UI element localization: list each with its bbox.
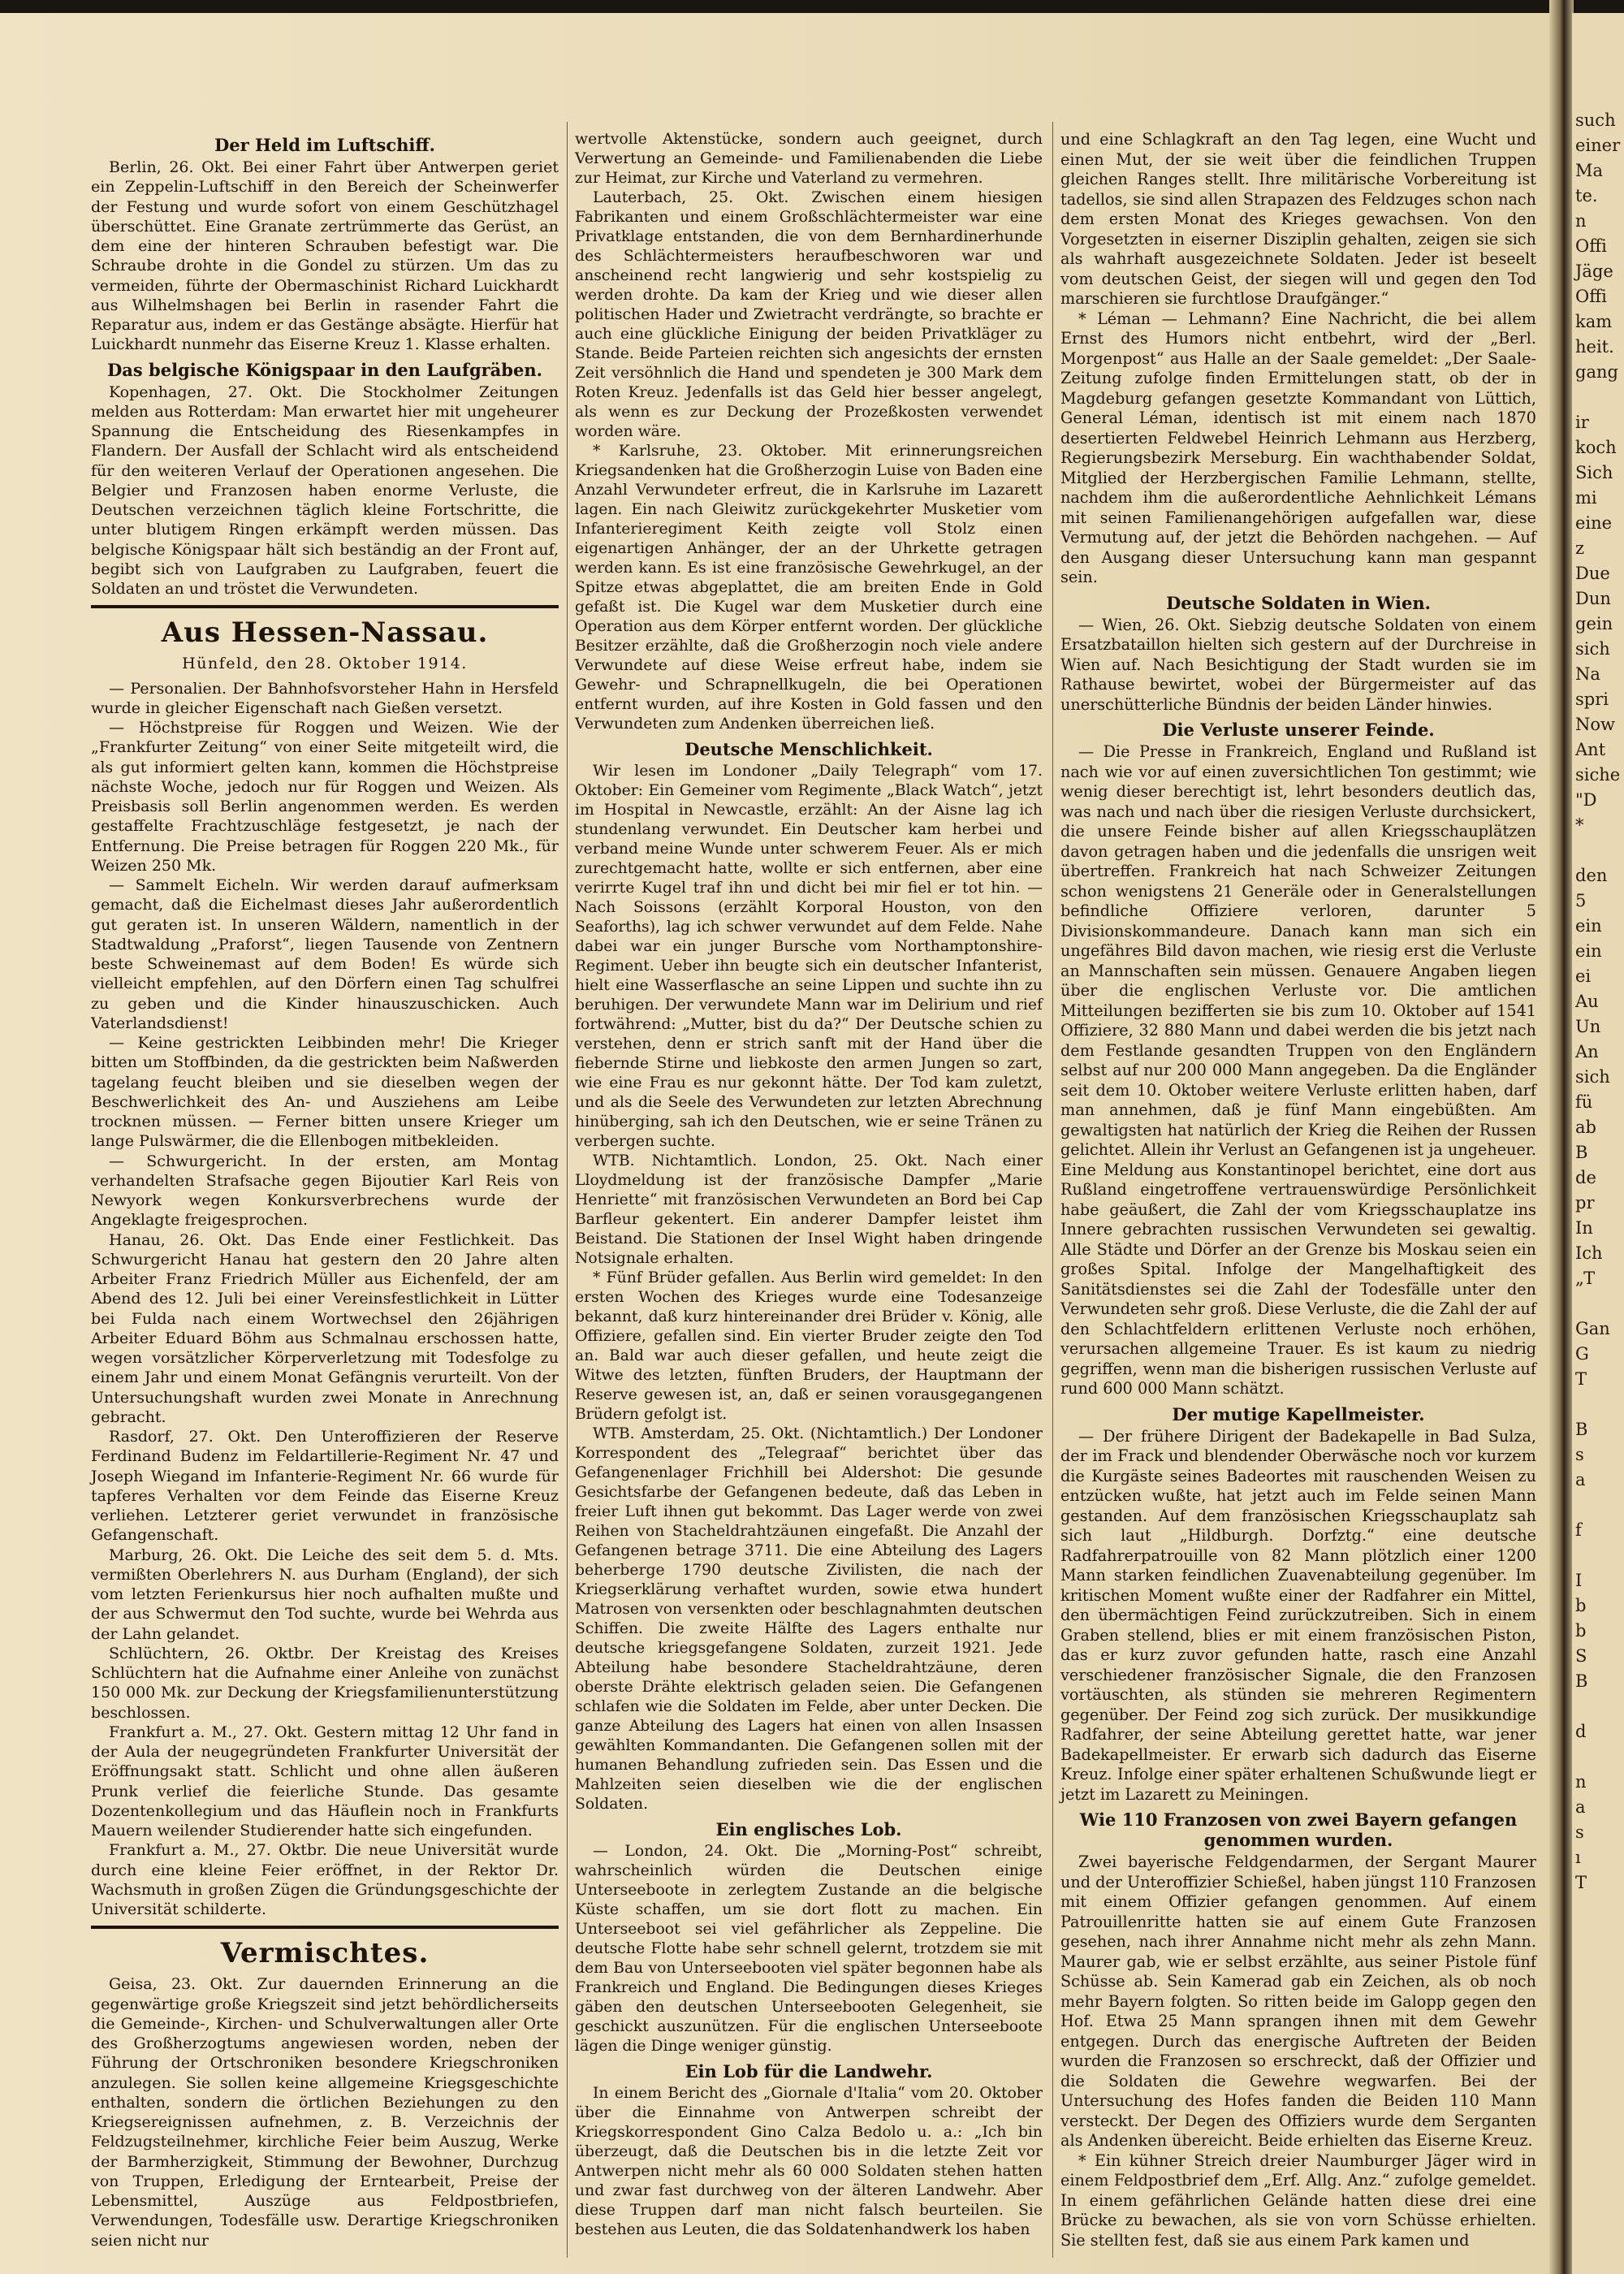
news-item: WTB. Amsterdam, 25. Okt. (Nichtamtlich.) Der Londoner Korrespondent des „Telegraaf“ berichtet über das Gefangenenlager Frichhill bei Aldershot: Die gesunde Gesichtsfarbe der Gefangenen bedeute, daß das Leben in freier Luft ihnen gut bekommt. Das Lager werde von zwei Reihen von Stacheldrahtzäunen eingefaßt. Die Anzahl der Gefangenen betrage 3711. Die eine Abteilung des Lagers beherberge 1790 deutsche Zivilisten, die nach der Kriegserklärung verhaftet wurden, sowie etwa hundert Matrosen von versenkten oder beschlagnahmten deutschen Schiffen. Die zweite Hälfte des Lagers enthalte nur deutsche kriegsgefangene Soldaten, zurzeit 1921. Jede Abteilung habe besondere Stacheldrahtzäune, deren oberste Drähte elektrisch geladen seien. Die Gefangenen schlafen wie die Soldaten im Felde, aber unter Decken. Die ganze Abteilung des Lagers hat einen von allen Insassen gewählten Kommandanten. Die Gefangenen sollen mit der humanen Behandlung zufrieden sein. Das Essen und die Mahlzeiten seien dieselben wie die der englischen Soldaten. bbox=[575, 1425, 1043, 1813]
news-item: — Wien, 26. Okt. Siebzig deutsche Soldaten von einem Ersatzbataillon hielten sich gestern auf der Durchreise in Wien auf. Nach Besichtigung der Stadt wurden sie im Rathause bewirtet, wobei der Bürgermeister auf das unerschütterliche Bündnis der beiden Länder hinwies. bbox=[1060, 615, 1536, 714]
news-item: Hanau, 26. Okt. Das Ende einer Festlichkeit. Das Schwurgericht Hanau hat gestern den 20 Jahre alten Arbeiter Franz Friedrich Müller aus Eichenfeld, der am Abend des 12. Juli bei einer Vereinsfestlichkeit in Lütter bei Fulda nach einem Wortwechsel den 26jährigen Arbeiter Eduard Böhm aus Schmalnau erschossen hatte, wegen vorsätzlicher Körperverletzung mit Todesfolge zu einem Jahr und einem Monat Gefängnis verurteilt. Von der Untersuchungshaft wurden zwei Monate in Anrechnung gebracht. bbox=[91, 1230, 559, 1426]
news-item: — Der frühere Dirigent der Badekapelle in Bad Sulza, der im Frack und blendender Oberwäsche noch vor kurzem die Kurgäste seines Badeortes mit rauschenden Weisen zu entzücken wußte, hat jetzt auch im Felde seinen Mann gestanden. Auf dem französischen Kriegsschauplatz sah sich laut „Hildburgh. Dorfztg.“ eine deutsche Radfahrerpatrouille von 82 Mann plötzlich einer 1200 Mann starken feindlichen Zuavenabteilung gegenüber. Im kritischen Moment wußte einer der Radfahrer ein Mittel, den übermächtigen Feind zurückzutreiben. Sich in einem Graben stellend, blies er mit einem französischen Piston, das er kurz zuvor gefunden hatte, rasch eine Anzahl verschiedener französischer Signale, die den Franzosen vortäuschten, als stünden sie mehreren Regimentern gegenüber. Der Feind zog sich zurück. Der musikkundige Radfahrer, der seine Abteilung gerettet hatte, war jener Badekapellmeister. Er erwarb sich dadurch das Eiserne Kreuz. Infolge einer später erhaltenen Schußwunde liegt er jetzt im Lazarett zu Meiningen. bbox=[1060, 1426, 1536, 1804]
margin-fragment: * bbox=[1575, 815, 1584, 835]
margin-fragment: B bbox=[1575, 1671, 1588, 1691]
column-divider bbox=[1052, 122, 1053, 2258]
margin-fragment: pr bbox=[1575, 1193, 1595, 1213]
news-item: — Personalien. Der Bahnhofsvorsteher Hahn in Hersfeld wurde in gleicher Eigenschaft nach Gießen versetzt. bbox=[91, 679, 559, 717]
news-item: Zwei bayerische Feldgendarmen, der Sergant Maurer und der Unteroffizier Schießel, haben jüngst 110 Franzosen mit einem Offizier gefangen genommen. Auf einem Patrouillenritte hatten sie auf einem Gute Franzosen gesehen, nach ihrer Annahme nicht mehr als zehn Mann. Maurer gab, wie er selbst erzählte, aus seiner Pistole fünf Schüsse ab. Sein Kamerad gab ein Zeichen, als ob noch mehr Bayern folgten. So ritten beide im Galopp gegen den Hof. Etwa 25 Mann sprangen ihnen mit dem Gewehr entgegen. Durch das energische Auftreten der Beiden wurden die Franzosen so erschreckt, daß der Offizier und die Soldaten die Gewehre wegwarfen. Bei der Untersuchung des Hofes fanden die Beiden 110 Mann versteckt. Der Degen des Offiziers wurde dem Serganten als Andenken übereicht. Beide erhielten das Eiserne Kreuz. bbox=[1060, 1852, 1536, 2150]
margin-fragment: sich bbox=[1575, 1067, 1610, 1087]
headline-kapellmeister: Der mutige Kapellmeister. bbox=[1172, 1403, 1425, 1424]
section-rule bbox=[91, 605, 559, 608]
margin-fragment: Now bbox=[1575, 715, 1615, 734]
margin-fragment: s bbox=[1575, 1445, 1584, 1464]
section-rule bbox=[91, 1926, 559, 1929]
news-item: — Höchstpreise für Roggen und Weizen. Wie der „Frankfurter Zeitung“ von einer Seite mitgeteilt wird, die als gut informiert gelten kann, kommen die Höchstpreise nächste Woche, jedoch nur für Roggen und Weizen. Als Preisbasis soll Berlin angenommen werden. Es werden gestaffelte Frachtzuschläge festgesetzt, je nach der Entfernung. Die Preise betragen für Roggen 220 Mk., für Weizen 250 Mk. bbox=[91, 719, 559, 875]
headline-held: Der Held im Luftschiff. bbox=[214, 135, 435, 155]
margin-fragment: d bbox=[1575, 1722, 1587, 1741]
margin-fragment: Un bbox=[1575, 1017, 1601, 1036]
margin-fragment: Due bbox=[1575, 564, 1610, 583]
headline-verluste: Die Verluste unserer Feinde. bbox=[1162, 720, 1435, 740]
news-item: Frankfurt a. M., 27. Oktbr. Die neue Universität wurde durch eine kleine Feier eröffnet, in der Rektor Dr. Wachsmuth in großen Zügen die Gründungsgeschichte der Universität schilderte. bbox=[91, 1841, 559, 1918]
news-item: In einem Bericht des „Giornale d'Italia“ vom 20. Oktober über die Einnahme von Antwerpen schreibt der Kriegskorrespondent Gino Calza Bedolo u. a.: „Ich bin überzeugt, daß die Deutschen bis in die letzte Zeit vor Antwerpen nicht mehr als 60 000 Soldaten stehen hatten und zwar fast durchweg von der älteren Landwehr. Aber diese Truppen darf man nicht falsch beurteilen. Sie bestehen aus Leuten, die das Soldatenhandwerk los haben bbox=[575, 2085, 1043, 2238]
margin-fragment: „T bbox=[1575, 1269, 1596, 1288]
margin-fragment: spri bbox=[1575, 690, 1609, 709]
margin-fragment: An bbox=[1575, 1042, 1599, 1061]
margin-fragment: Gan bbox=[1575, 1319, 1610, 1338]
margin-fragment: fü bbox=[1575, 1092, 1593, 1112]
margin-fragment: Offi bbox=[1575, 236, 1607, 256]
margin-fragment: B bbox=[1575, 1420, 1588, 1439]
news-item: Wir lesen im Londoner „Daily Telegraph“ vom 17. Oktober: Ein Gemeiner vom Regimente „Black Watch“, jetzt im Hospital in Newcastle, erzählt: An der Aisne lag ich stundenlang verwundet. Ein Deutscher kam herbei und verband meine Wunde unter schwerem Feuer. Als er mich zurechtgemacht hatte, wollte er sich entfernen, aber eine verirrte Kugel traf ihn und dicht bei mir fiel er tot hin. — Nach Soissons (erzählt Korporal Houston, von den Seaforths), lag ich schwer verwundet auf dem Felde. Nahe dabei war ein junger Bursche vom Northamptonshire-Regiment. Ueber ihn beugte sich ein deutscher Infanterist, hielt eine Wasserflasche an seine Lippen und suchte ihn zu beruhigen. Der verwundete Mann war im Delirium und rief fortwährend: „Mutter, bist du da?“ Der Deutsche schien zu verstehen, denn er strich sanft mit der Hand über die fiebernde Stirne und liebkoste den armen Jungen so zart, wie eine Frau es nur gekonnt hätte. Der Tod kam zuletzt, und als die Seele des Verwundeten zur letzten Abrechnung hinüberging, sah ich den Deutschen, wie er seine Tränen zu verbergen suchte. bbox=[575, 763, 1043, 1150]
margin-fragment: b bbox=[1575, 1596, 1587, 1615]
headline-koenigspaar: Das belgische Königspaar in den Laufgräben. bbox=[107, 359, 542, 380]
margin-fragment: sich bbox=[1575, 639, 1610, 659]
margin-fragment: Ma bbox=[1575, 161, 1604, 180]
headline-englisches-lob: Ein englisches Lob. bbox=[715, 1819, 902, 1840]
margin-fragment: f bbox=[1575, 1520, 1582, 1540]
news-item: — Keine gestrickten Leibbinden mehr! Die Krieger bitten um Stoffbinden, da die gestrickten beim Naßwerden tagelang feucht bleiben und sie dieselben wegen der Beschwerlichkeit des An- und Ausziehens am Leibe trocknen müssen. — Ferner bitten unsere Krieger um lange Pulswärmer, die die Ellenbogen mitbekleiden. bbox=[91, 1034, 559, 1151]
margin-fragment: te. bbox=[1575, 186, 1598, 205]
news-item: * Karlsruhe, 23. Oktober. Mit erinnerungsreichen Kriegsandenken hat die Großherzogin Luise von Baden eine Anzahl Verwundeter erfreut, die in Karlsruhe im Lazarett lagen. Ein nach Gleiwitz zurückgekehrter Musketier vom Infanterieregiment Keith zeigte voll Stolz einen eigenartigen Anhänger, der an der Uhrkette getragen werden kann. Es ist eine französische Gewehrkugel, an der Spitze etwas abgeplattet, die am breiten Ende in Gold gefaßt ist. Die Kugel war dem Musketier durch eine Operation aus dem Körper entfernt worden. Der glückliche Besitzer erzählte, daß die Großherzogin noch viele andere Verwundete auf diese Weise erfreut habe, indem sie Gewehr- und Schrapnellkugeln, die bei Operationen entfernt wurden, auf ihre Kosten in Gold fassen und den Verwundeten zum Andenken überreichen ließ. bbox=[575, 443, 1043, 733]
news-item: WTB. Nichtamtlich. London, 25. Okt. Nach einer Lloydmeldung ist der französische Dampfer „Marie Henriette“ mit französischen Verwundeten an Bord bei Cap Barfleur gekentert. Ein anderer Dampfer leistet ihm Beistand. Die Stationen der Insel Wight haben dringende Notsignale erhalten. bbox=[575, 1152, 1043, 1267]
news-item: wertvolle Aktenstücke, sondern auch geeignet, durch Verwertung an Gemeinde- und Familienabenden die Liebe zur Heimat, zur Kirche und Vaterland zu vermehren. bbox=[575, 131, 1043, 187]
margin-fragment: gein bbox=[1575, 614, 1613, 633]
news-item: — London, 24. Okt. Die „Morning-Post“ schreibt, wahrscheinlich würden die Deutschen einige Unterseeboote in zerlegtem Zustande an die belgische Küste schaffen, um sie dort flott zu machen. Ein Unterseeboot sei viel gefährlicher als Zeppeline. Die deutsche Flotte habe sehr schnell gelernt, trotzdem sie mit dem Bau von Unterseebooten viel später begonnen habe als Frankreich und England. Die Bedingungen dieses Krieges gäben den deutschen Unterseebooten Gelegenheit, sie geschickt auszunützen. Für die englischen Unterseeboote lägen die Dinge weniger günstig. bbox=[575, 1843, 1043, 2055]
margin-fragment: ei bbox=[1575, 966, 1592, 986]
margin-fragment: s bbox=[1575, 1822, 1584, 1842]
news-item: — Schwurgericht. In der ersten, am Montag verhandelten Strafsache gegen Bijoutier Karl Reis von Newyork wegen Konkursverbrechens wurde der Angeklagte freigesprochen. bbox=[91, 1152, 559, 1230]
margin-fragment: mi bbox=[1575, 488, 1597, 508]
news-item: * Fünf Brüder gefallen. Aus Berlin wird gemeldet: In den ersten Wochen des Krieges wurde eine Todesanzeige bekannt, daß kurz hintereinander drei Brüder v. König, alle Offiziere, gefallen sind. Ein vierter Bruder zeigte den Tod an. Bald war auch dieser gefallen, und heute zeigt die Witwe des letzten, fünften Bruders, der Hauptmann der Reserve gewesen ist, an, daß er seinen vorausgegangenen Brüdern gefolgt ist. bbox=[575, 1269, 1043, 1423]
news-item: * Ein kühner Streich dreier Naumburger Jäger wird in einem Feldpostbrief dem „Erf. Allg. Anz.“ zufolge gemeldet. In einem gefährlichen Gelände hatten diese drei eine Brücke zu bewachen, als sie von vorn Schüsse erhielten. Sie stellten fest, daß sie aus einem Park kamen und bbox=[1060, 2151, 1536, 2250]
scan-top-edge bbox=[0, 0, 1624, 13]
book-spine bbox=[1549, 0, 1574, 2274]
news-item: * Léman — Lehmann? Eine Nachricht, die bei allem Ernst des Humors nicht entbehrt, wird der „Berl. Morgenpost“ aus Halle an der Saale gemeldet: „Der Saale-Zeitung zufolge finden Ermittelungen statt, ob der in Magdeburg gefangen gesetzte Kommandant von Lüttich, General Léman, identisch ist mit einem nach 1870 desertierten Feldwebel Heinrich Lehmann aus Herzberg, Regierungsbezirk Merseburg. Ein wachthabender Soldat, Mitglied der Herzbergischen Familie Lehmann, stellte, nachdem ihm die außerordentliche Aehnlichkeit Lémans mit seinen Familienangehörigen aufgefallen war, diese Vermutung auf, der jetzt die Behörden nachgehen. — Auf den Ausgang dieser Untersuchung kann man gespannt sein. bbox=[1060, 309, 1536, 586]
news-item: — Die Presse in Frankreich, England und Rußland ist nach wie vor auf einen zuversichtlichen Ton gestimmt; wie wenig dieser berechtigt ist, lehrt besonders deutlich das, was nach und nach über die riesigen Verluste durchsickert, die unsere Feinde bisher auf allen Kriegsschauplätzen davon getragen haben und die jedenfalls die unsrigen weit übertreffen. Frankreich hat nach Schweizer Zeitungen schon wenigstens 21 Generäle oder in Generalstellungen befindliche Offiziere verloren, darunter 5 Divisionskommandeure. Danach kann man sich ein ungefähres Bild davon machen, wie riesig erst die Verluste an Mannschaften sein müssen. Genauere Angaben liegen über die englischen Verluste vor. Die amtlichen Mitteilungen bezifferten sie bis zum 10. Oktober auf 1541 Offiziere, 32 880 Mann und dabei werden die bis jetzt nach dem Festlande gesandten Truppen von den Engländern selbst auf nur 200 000 Mann angegeben. Da die Engländer seit dem 10. Oktober weitere Verluste erlitten haben, darf man annehmen, daß je fünf Mann eingebüßten. Am gewaltigsten hat natürlich der Krieg die Reihen der Russen gelichtet. Allein ihr Verlust an Gefangenen ist ja ungeheuer. Eine Meldung aus Konstantinopel berichtet, eine dort aus Rußland eingetroffene vertrauenswürdige Persönlichkeit habe geäußert, die Zahl der vom Kriegsschauplatze ins Innere gebrachten russischen Verwundeten sei gewaltig. Alle Städte und Dörfer an der Grenze bis Moskau seien ein großes Spital. Infolge der Mangelhaftigkeit des Sanitätsdienstes sei die Zahl der Todesfälle unter den Verwundeten sehr groß. Diese Verluste, die die Zahl der auf den Schlachtfeldern erlittenen Verluste noch erhöhen, verursachen allgemeine Trauer. Es ist kaum zu niedrig gegriffen, wenn man die bisherigen russischen Verluste auf rund 600 000 Mann schätzt. bbox=[1060, 742, 1536, 1398]
margin-fragment: I bbox=[1575, 1571, 1583, 1590]
margin-fragment: 5 bbox=[1575, 891, 1587, 910]
margin-fragment: Au bbox=[1575, 992, 1599, 1011]
margin-fragment: Jäge bbox=[1575, 262, 1613, 281]
adjacent-page-fragment bbox=[1572, 13, 1624, 2274]
news-item: Frankfurt a. M., 27. Okt. Gestern mittag 12 Uhr fand in der Aula der neugegründeten Frankfurter Universität der Eröffnungsakt statt. Schlicht und ohne allen äußeren Prunk verlief die feierliche Stunde. Das gesamte Dozentenkollegium und das Häuflein noch in Frankfurts Mauern weilender Studierender hatte sich eingefunden. bbox=[91, 1723, 559, 1840]
margin-fragment: Dun bbox=[1575, 589, 1611, 608]
margin-fragment: Sich bbox=[1575, 463, 1613, 482]
dateline: Hünfeld, den 28. Oktober 1914. bbox=[182, 655, 468, 673]
margin-fragment: Offi bbox=[1575, 287, 1607, 306]
headline-bayern: Wie 110 Franzosen von zwei Bayern gefangen genommen wurden. bbox=[1079, 1809, 1518, 1850]
margin-fragment: ı bbox=[1575, 1848, 1581, 1867]
article-held: Berlin, 26. Okt. Bei einer Fahrt über Antwerpen geriet ein Zeppelin-Luftschiff in den Bereich der Scheinwerfer der Festung und wurde sofort von einem Geschützhagel überschüttet. Eine Granate zertrümmerte das Gerüst, an dem eine der hinteren Schrauben befestigt war. Die Schraube drohte in die Gondel zu stürzen. Um das zu vermeiden, führte der Obermaschinist Richard Luickhardt aus Wilhelmshagen bei Berlin in rasender Fahrt die Reparatur aus, indem er das Gestänge absägte. Hierfür hat Luickhardt nunmehr das Eiserne Kreuz 1. Klasse erhalten. bbox=[91, 158, 559, 354]
margin-fragment: kam bbox=[1575, 312, 1613, 331]
margin-fragment: G bbox=[1575, 1344, 1589, 1364]
margin-fragment: einer bbox=[1575, 136, 1621, 155]
margin-fragment: b bbox=[1575, 1621, 1587, 1641]
headline-landwehr: Ein Lob für die Landwehr. bbox=[685, 2061, 933, 2082]
margin-fragment: siche bbox=[1575, 765, 1621, 785]
margin-fragment: koch bbox=[1575, 438, 1617, 457]
margin-fragment: "D bbox=[1575, 790, 1597, 810]
margin-fragment: In bbox=[1575, 1218, 1593, 1238]
margin-fragment: heit. bbox=[1575, 337, 1614, 357]
margin-fragment: eine bbox=[1575, 513, 1613, 533]
news-item: Geisa, 23. Okt. Zur dauernden Erinnerung an die gegenwärtige große Kriegszeit sind jetzt behördlicherseits die Gemeinde-, Kirchen- und Schulverwaltungen aller Orte des Großherzogtums angewiesen worden, neben der Führung der Ortschroniken besondere Kriegschroniken anzulegen. Sie sollen keine allgemeine Kriegsgeschichte enthalten, sondern die örtlichen Beziehungen zu den Kriegsereignissen aufnehmen, z. B. Verzeichnis der Feldzugsteilnehmer, kirchliche Feier beim Auszug, Werke der Barmherzigkeit, Stimmung der Bewohner, Durchzug von Truppen, Erledigung der Erntearbeit, Preise der Lebensmittel, Auszüge aus Feldpostbriefen, Verwendungen, Todesfälle usw. Derartige Kriegschroniken seien nicht nur bbox=[91, 1975, 559, 2250]
margin-fragment: ir bbox=[1575, 413, 1589, 432]
news-item: Schlüchtern, 26. Oktbr. Der Kreistag des Kreises Schlüchtern hat die Aufnahme einer Anleihe von zunächst 150 000 Mk. zur Deckung der Kriegsfamilienunterstützung beschlossen. bbox=[91, 1644, 559, 1722]
section-title-vermischtes: Vermischtes. bbox=[220, 1937, 430, 1970]
margin-fragment: Na bbox=[1575, 664, 1600, 684]
column-1 bbox=[91, 130, 559, 2250]
news-item: und eine Schlagkraft an den Tag legen, eine Wucht und einen Mut, der sie weit über die feindlichen Truppen gleichen Ranges stellt. Ihre militärische Vorbereitung ist tadellos, sie sind allen Strapazen des Feldzuges schon nach dem ersten Monat des Krieges gewachsen. Von den Vorgesetzten in eiserner Disziplin gehalten, zeigen sie sich als wahrhaft ausgezeichnete Soldaten. Jeder ist beseelt vom deutschen Geist, der siegen will und gegen den Tod marschieren sie furchtlose Draufgänger.“ bbox=[1060, 130, 1536, 308]
column-divider bbox=[567, 122, 568, 2258]
headline-menschlichkeit: Deutsche Menschlichkeit. bbox=[685, 739, 933, 759]
section-title-hessen: Aus Hessen-Nassau. bbox=[161, 616, 489, 650]
margin-fragment: S bbox=[1575, 1646, 1587, 1666]
news-item: Rasdorf, 27. Okt. Den Unteroffizieren der Reserve Ferdinand Budenz im Feldartillerie-Regiment Nr. 47 und Joseph Wiegand im Infanterie-Regiment Nr. 66 wurde für tapferes Verhalten vor dem Feinde das Eiserne Kreuz verliehen. Letzterer geriet verwundet in französische Gefangenschaft. bbox=[91, 1428, 559, 1545]
margin-fragment: a bbox=[1575, 1797, 1586, 1817]
margin-fragment: n bbox=[1575, 1772, 1587, 1792]
margin-fragment: z bbox=[1575, 538, 1585, 558]
margin-fragment: n bbox=[1575, 211, 1587, 231]
margin-fragment: such bbox=[1575, 110, 1616, 130]
margin-fragment: T bbox=[1575, 1873, 1587, 1892]
margin-fragment: ab bbox=[1575, 1118, 1596, 1137]
news-item: Marburg, 26. Okt. Die Leiche des seit dem 5. d. Mts. vermißten Oberlehrers N. aus Durham (England), der sich vom letzten Ferienkursus hier noch aufhalten mußte und der aus Schwermut den Tod suchte, wurde bei Wehrda aus der Lahn gelandet. bbox=[91, 1546, 559, 1643]
column-2 bbox=[575, 130, 1043, 2240]
margin-fragment: den bbox=[1575, 866, 1608, 885]
news-item: — Sammelt Eicheln. Wir werden darauf aufmerksam gemacht, daß die Eichelmast dieses Jahr außerordentlich gut geraten ist. In unseren Wäldern, namentlich in der Stadtwaldung „Praforst“, liegen Tausende von Zentnern beste Schweinemast auf dem Boden! Es würde sich vielleicht empfehlen, auf den Dörfern einen Tag schulfrei zu geben und die Kinder hinauszuschicken. Auch Vaterlandsdienst! bbox=[91, 876, 559, 1032]
margin-fragment: gang bbox=[1575, 362, 1618, 382]
margin-fragment: ein bbox=[1575, 941, 1602, 961]
column-3 bbox=[1060, 130, 1536, 2250]
margin-fragment: Ich bbox=[1575, 1243, 1603, 1263]
margin-fragment: B bbox=[1575, 1143, 1588, 1162]
margin-fragment: ein bbox=[1575, 916, 1602, 936]
margin-fragment: T bbox=[1575, 1369, 1587, 1389]
article-koenigspaar: Kopenhagen, 27. Okt. Die Stockholmer Zeitungen melden aus Rotterdam: Man erwartet hier mit ungeheurer Spannung die Entscheidung des Riesenkampfes in Flandern. Der Ausfall der Schlacht wird als entscheidend für den weiteren Verlauf der Operationen angesehen. Die Belgier und Franzosen haben enorme Verluste, die Deutschen verzeichnen täglich kleine Fortschritte, die unter blutigem Ringen erkämpft werden müssen. Das belgische Königspaar hält sich beständig an der Front auf, begibt sich von Laufgraben zu Laufgraben, feuert die Soldaten an und tröstet die Verwundeten. bbox=[91, 383, 559, 598]
news-item: Lauterbach, 25. Okt. Zwischen einem hiesigen Fabrikanten und einem Großschlächtermeister war eine Privatklage entstanden, die von dem Bernhardinerhunde des Schlächtermeisters heraufbeschworen war und anscheinend recht langwierig und sehr kostspielig zu werden drohte. Da kam der Krieg und wie dieser allen politischen Hader und Zwietracht verdrängte, so brachte er auch eine glückliche Einigung der beiden Privatkläger zu Stande. Beide Parteien reichten sich angesichts der ernsten Zeit versöhnlich die Hand und spendeten je 300 Mark dem Roten Kreuz. Jedenfalls ist das Geld hier besser angelegt, als wenn es zur Deckung der Prozeßkosten verwendet worden wäre. bbox=[575, 189, 1043, 440]
headline-wien: Deutsche Soldaten in Wien. bbox=[1166, 592, 1431, 613]
margin-fragment: de bbox=[1575, 1168, 1596, 1187]
margin-fragment: a bbox=[1575, 1470, 1586, 1489]
margin-fragment: Ant bbox=[1575, 740, 1606, 759]
